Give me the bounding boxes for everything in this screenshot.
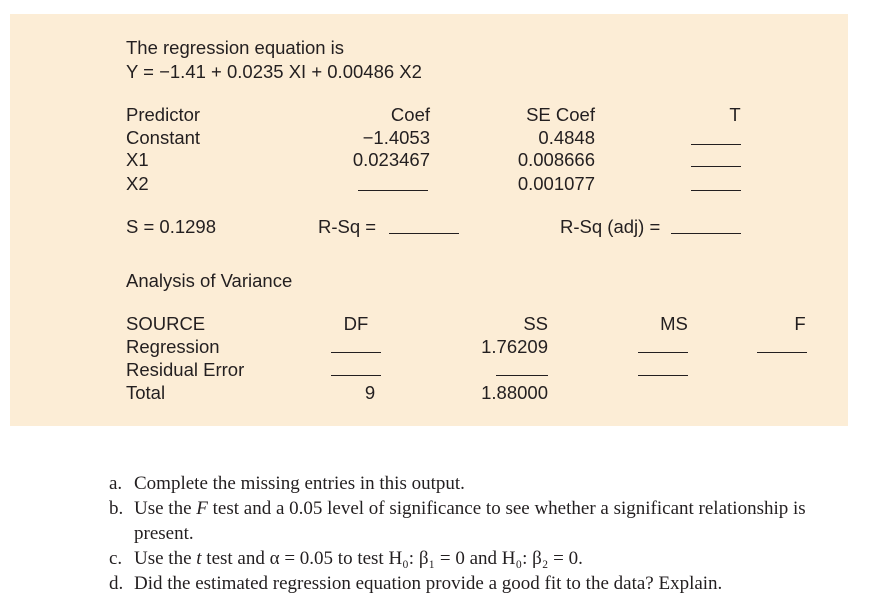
blank-t-x2 [691,190,741,191]
predictor-x1: X1 [126,149,149,170]
se-coef-x2: 0.001077 [517,173,595,194]
blank-coef-x2 [358,190,428,191]
predictor-constant: Constant [126,127,201,148]
question-label: a. [109,473,123,494]
question-label: b. [109,498,124,519]
se-coef-x1: 0.008666 [517,149,595,170]
equation-intro: The regression equation is [126,37,345,58]
blank-ss-residual [496,375,548,376]
blank-f-regression [757,352,807,353]
anova-header-ms: MS [660,313,688,334]
predictor-x2: X2 [126,173,149,194]
question-a [109,471,849,496]
regression-equation: Y = −1.41 + 0.0235 XI + 0.00486 X2 [126,61,422,82]
blank-df-residual [331,375,381,376]
blank-rsq-adj [671,233,741,234]
header-coef: Coef [390,104,430,125]
question-b [109,496,849,546]
blank-ms-regression [638,352,688,353]
header-t: T [729,104,741,125]
header-predictor: Predictor [126,104,201,125]
anova-ss-total: 1.88000 [481,382,548,403]
s-value: S = 0.1298 [126,216,217,237]
coef-constant: −1.4053 [362,127,430,148]
anova-header-ss: SS [523,313,548,334]
header-se-coef: SE Coef [526,104,595,125]
rsq-label: R-Sq = [318,216,377,237]
blank-ms-residual [638,375,688,376]
rsq-adj-label: R-Sq (adj) = [560,216,661,237]
question-text-start: Use the [134,498,197,519]
question-text: Did the estimated regression equation provide a good fit to the data? Explain. [134,573,723,594]
se-coef-constant: 0.4848 [538,127,595,148]
blank-t-constant [691,144,741,145]
blank-t-x1 [691,166,741,167]
question-label: d. [109,573,124,594]
italic-t: t [196,548,202,569]
exercise-questions [109,471,849,596]
blank-rsq [389,233,459,234]
blank-df-regression [331,352,381,353]
anova-source-regression: Regression [126,336,220,357]
anova-source-residual: Residual Error [126,359,245,380]
italic-f: F [196,498,208,519]
coef-x1: 0.023467 [352,149,430,170]
question-text-start: Use the [134,548,197,569]
question-text-end: test and α = 0.05 to test H₀: β₁ = 0 and H₀: β₂ = 0. [201,548,583,569]
anova-ss-regression: 1.76209 [481,336,548,357]
anova-df-total: 9 [364,382,376,403]
anova-source-total: Total [126,382,166,403]
question-text: Complete the missing entries in this output. [134,473,465,494]
anova-header-source: SOURCE [126,313,206,334]
question-label: c. [109,548,123,569]
question-text-end: test and a 0.05 level of significance to see whether a significant relationship is present. [134,498,806,544]
question-d [109,571,849,596]
question-c [109,546,849,571]
anova-header-df: DF [343,313,369,334]
anova-title: Analysis of Variance [126,270,293,291]
anova-header-f: F [794,313,806,334]
